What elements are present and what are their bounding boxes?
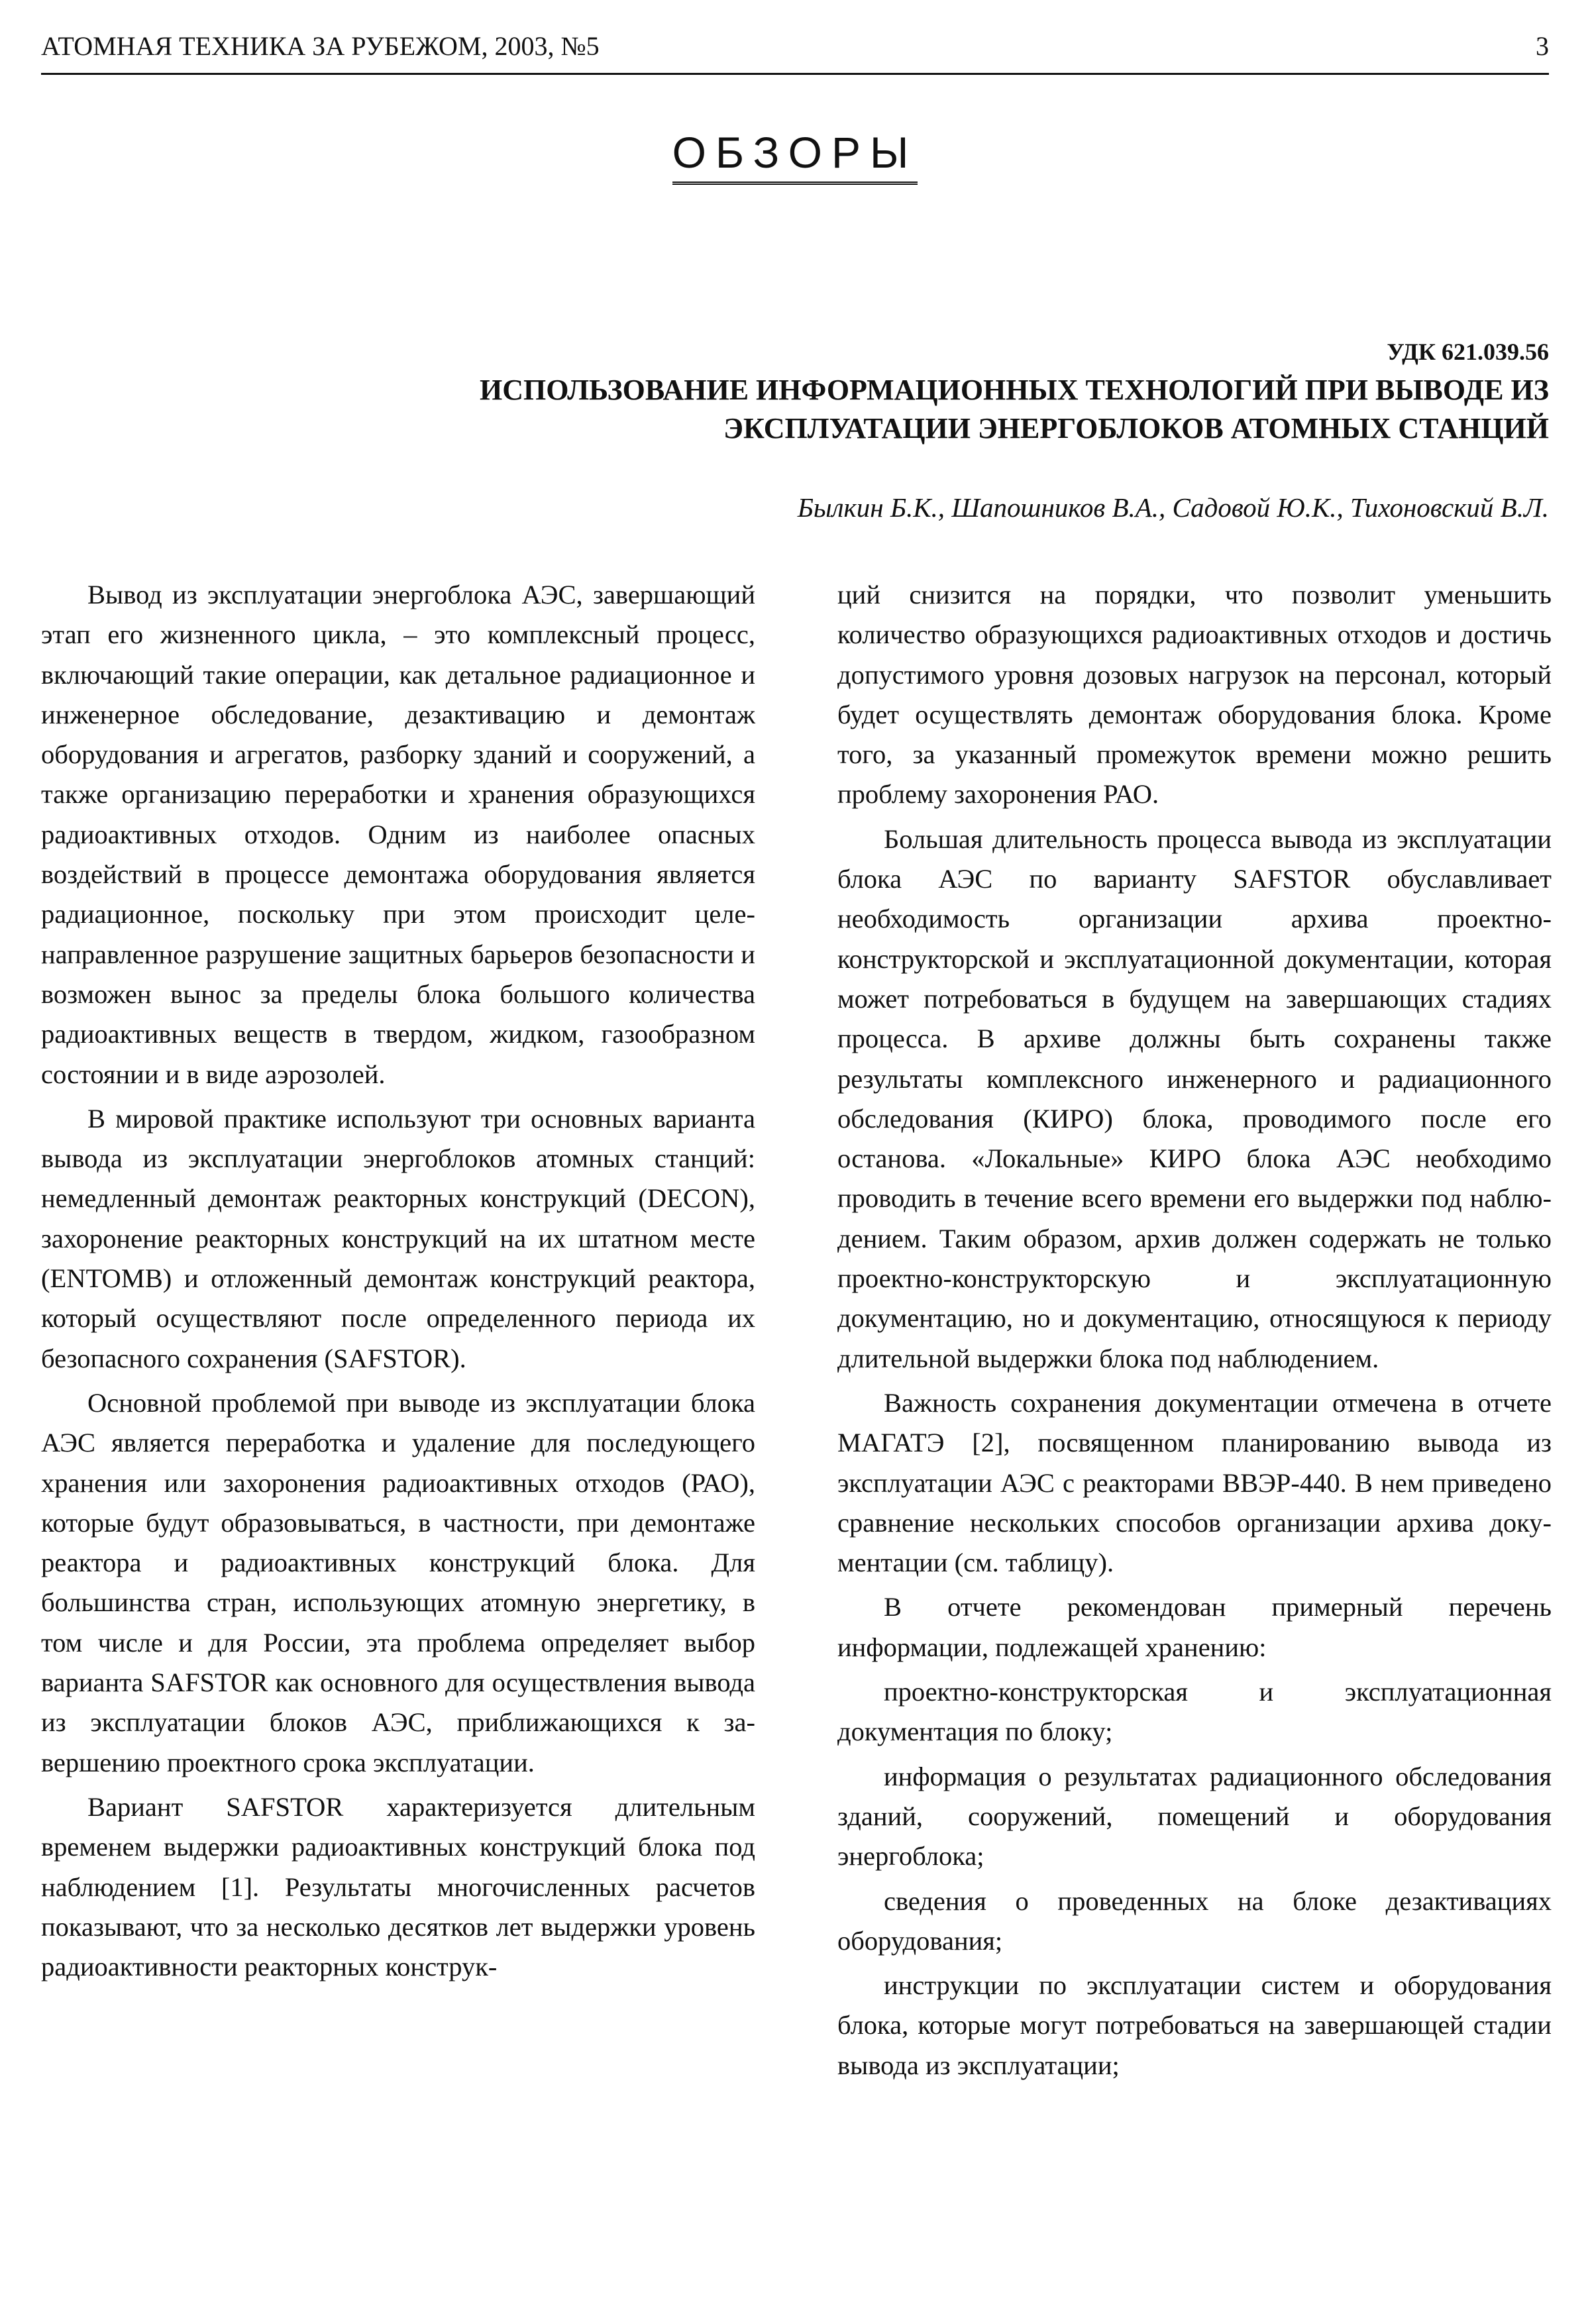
list-item: инструкции по эксплуатации систем и оборудования блока, которые могут потребоваться на завершающей стадии вывода из эксплуатации; — [837, 1970, 1552, 2080]
section-heading — [0, 126, 1590, 185]
paragraph: Важность сохранения документации отмечена в отчете МАГАТЭ [2], посвященном планированию вывода из эксплуатации АЭС с реакторами ВВЭР-440. В нем приведено сравнение нескольких способов организации архива документации (см. таблицу). — [837, 1387, 1552, 1578]
page-number: 3 — [1536, 31, 1549, 61]
paragraph: ций снизится на порядки, что позволит уменьшить количество образующихся радиоактивных отходов и достичь допустимого уровня дозовых нагрузок на персонал, который будет осуществлять демонтаж оборудования блока. Кроме того, за указанный промежуток времени можно решить проблему захоронения РАО. — [837, 580, 1552, 810]
paragraph: Большая длительность процесса вывода из эксплуатации блока АЭС по варианту SAFSTOR обуславливает необходимость организации архива проектно-конструкторской и эксплуатационной документации, которая может потребоваться в будущем на завершающих стадиях процесса. В архиве должны быть сохранены также результаты комплексного инженерного и радиационного обследования (КИРО) блока, проводимого после его останова. «Локальные» КИРО блока АЭС необходимо проводить в течение всего времени его выдержки под наблюдением. Таким образом, архив должен содержать не только проектно-конструкторскую и эксплуатационную документацию, но и документацию, относящуюся к периоду длительной выдержки блока под наблюдением. — [837, 823, 1552, 1373]
paragraph: Основной проблемой при выводе из эксплуатации блока АЭС является переработка и удаление для последующего хранения или захоронения радиоактивных отходов (РАО), которые будут образовываться, в частности, при демонтаже реактора и радиоактивных конструкций блока. Для большинства стран, использующих атомную энергетику, в том числе и для России, эта проблема определяет выбор варианта SAFSTOR как основного для осуществления вывода из эксплуатации блоков АЭС, приближающихся к завершению проектного срока эксплуатации. — [41, 1387, 755, 1777]
list-item: информация о результатах радиационного обследования зданий, сооружений, помещений и оборудования энергоблока; — [837, 1761, 1552, 1872]
journal-title: АТОМНАЯ ТЕХНИКА ЗА РУБЕЖОМ, 2003, №5 — [41, 31, 600, 61]
article-title-line-1: ИСПОЛЬЗОВАНИЕ ИНФОРМАЦИОННЫХ ТЕХНОЛОГИЙ ПРИ ВЫВОДЕ ИЗ — [479, 374, 1549, 406]
udc-code: УДК 621.039.56 — [1387, 339, 1549, 365]
article-title — [199, 371, 1549, 448]
paragraph: Вывод из эксплуатации энергоблока АЭС, завершающий этап его жизненного цикла, – это комплексный процесс, включающий такие операции, как детальное радиационное и инженерное обследование, дезактивацию и демонтаж оборудования и агрегатов, разборку зданий и сооружений, а также организацию переработки и хранения образующихся радиоактивных отходов. Одним из наиболее опасных воздействий в процессе демонтажа оборудования является радиационное, поскольку при этом происходит целенаправленное разрушение защитных барьеров безопасности и возможен вынос за пределы блока большого количества радиоактивных веществ в твердом, жидком, газообразном состоянии и в виде аэрозолей. — [41, 580, 755, 1089]
paragraph: Вариант SAFSTOR характеризуется длительным временем выдержки радиоактивных конструкций блока под наблюдением [1]. Результаты многочисленных расчетов показывают, что за несколько десятков лет выдержки уровень радиоактивности реакторных конструк- — [41, 1791, 755, 1982]
list-item: сведения о проведенных на блоке дезактивациях оборудования; — [837, 1885, 1552, 1956]
running-head — [41, 26, 1549, 75]
list-item: проектно-конструкторская и эксплуатационная документация по блоку; — [837, 1677, 1552, 1747]
authors: Былкин Б.К., Шапошников В.А., Садовой Ю.К., Тихоновский В.Л. — [797, 492, 1549, 523]
paragraph: В отчете рекомендован примерный перечень информации, подлежащей хранению: — [837, 1592, 1552, 1662]
article-title-line-2: ЭКСПЛУАТАЦИИ ЭНЕРГОБЛОКОВ АТОМНЫХ СТАНЦИЙ — [723, 412, 1549, 445]
right-column — [837, 575, 1552, 2090]
section-title: ОБЗОРЫ — [672, 126, 918, 185]
paragraph: В мировой практике используют три основных варианта вывода из эксплуатации энергоблоков атомных станций: немедленный демонтаж реакторных конструкций (DECON), захоронение реакторных конструкций на их штатном месте (ENTOMB) и отложенный демонтаж конструкций реактора, который осуществляют после определенного периода их безопасного сохранения (SAFSTOR). — [41, 1103, 755, 1373]
left-column — [41, 575, 755, 1991]
